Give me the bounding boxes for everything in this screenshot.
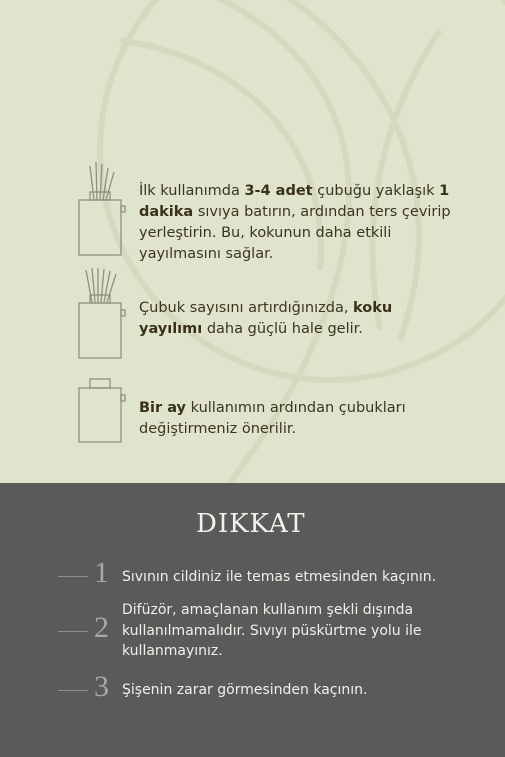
instruction-emphasis: 1 dakika bbox=[139, 183, 450, 220]
instruction-text bbox=[139, 298, 459, 340]
instruction-segment: kullanımın ardından çubukları değiştirmeniz önerilir. bbox=[139, 400, 406, 437]
warning-item-number: 2 bbox=[94, 611, 109, 644]
warning-item-number: 3 bbox=[94, 670, 109, 703]
warning-item-number: 1 bbox=[94, 556, 109, 589]
divider-line bbox=[58, 690, 88, 691]
instruction-emphasis: koku yayılımı bbox=[139, 300, 393, 337]
instruction-segment: Çubuk sayısını artırdığınızda, bbox=[139, 300, 354, 316]
divider-line bbox=[58, 576, 88, 577]
reed-diffuser-icon bbox=[70, 160, 130, 260]
instruction-segment: daha güçlü hale gelir. bbox=[202, 321, 363, 337]
divider-line bbox=[58, 631, 88, 632]
warning-item-text: Sıvının cildiniz ile temas etmesinden kaçının. bbox=[122, 569, 437, 585]
warning-item-text: Difüzör, amaçlanan kullanım şekli dışında kullanılmamalıdır. Sıvıyı püskürtme yolu ile kullanmayınız. bbox=[122, 602, 422, 659]
instruction-text bbox=[139, 181, 459, 265]
warning-title: DIKKAT bbox=[196, 509, 306, 539]
instruction-segment: sıvıya batırın, ardından ters çevirip yerleştirin. Bu, kokunun daha etkili yayılmasını sağlar. bbox=[139, 204, 451, 262]
diffuser-bottle-icon bbox=[70, 375, 130, 445]
reed-diffuser-icon bbox=[70, 268, 130, 363]
instruction-emphasis: Bir ay bbox=[139, 400, 187, 416]
instruction-text bbox=[139, 398, 459, 440]
instruction-segment: çubuğu yaklaşık bbox=[312, 183, 440, 199]
instruction-segment: İlk kullanımda bbox=[139, 183, 245, 199]
warning-item-text: Şişenin zarar görmesinden kaçının. bbox=[122, 682, 368, 698]
instruction-emphasis: 3-4 adet bbox=[244, 183, 313, 199]
